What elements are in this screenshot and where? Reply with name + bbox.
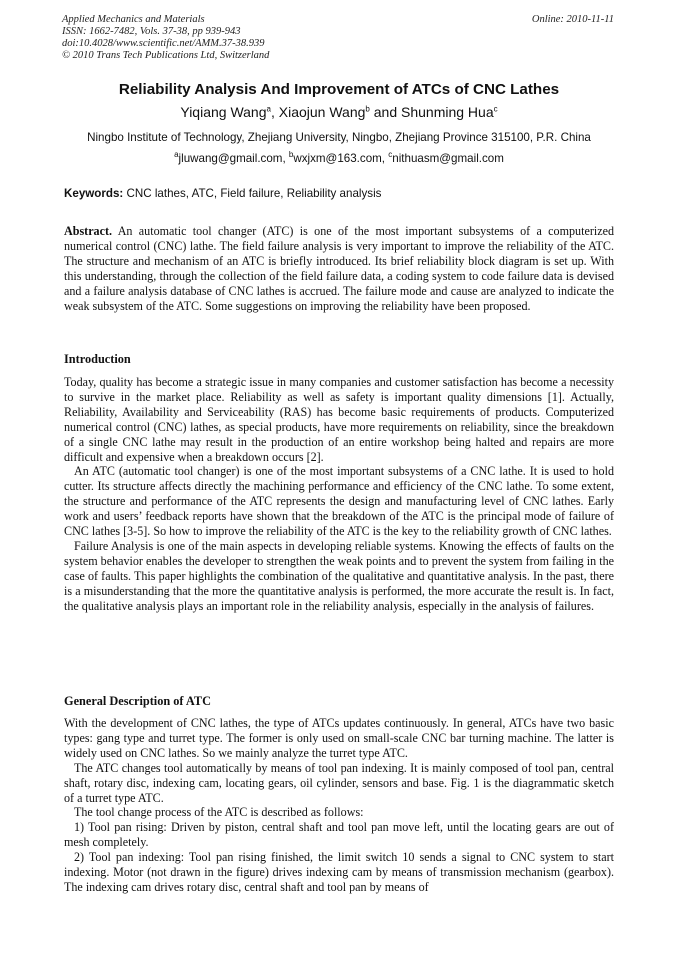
email-mark: a — [174, 150, 179, 160]
author-name: Xiaojun Wang — [278, 104, 366, 120]
author-name: Shunming Hua — [401, 104, 494, 120]
author-emails — [0, 152, 678, 165]
keywords-text: CNC lathes, ATC, Field failure, Reliability analysis — [123, 187, 382, 200]
online-date: Online: 2010-11-11 — [531, 14, 614, 25]
paragraph: Failure Analysis is one of the main aspects in developing reliable systems. Knowing the effects of faults on the system behavior enables the developer to strengthen the weak points and to prevent the system from failing in the case of faults. This paper highlights the combination of the qualitative and quantitative analysis. In the past, there is a misunderstanding that the more the quantitative analysis is performed, the more accurate the result is. In fact, the qualitative analysis plays an important role in the reliability analysis, especially in the analysis of failures. — [64, 538, 614, 613]
section-heading-general-description: General Description of ATC — [64, 694, 211, 708]
abstract-label: Abstract. — [64, 224, 113, 238]
doi-line: doi:10.4028/www.scientific.net/AMM.37-38.939 — [62, 38, 265, 49]
paragraph: Today, quality has become a strategic issue in many companies and customer satisfaction has become a necessity to survive in the market place. Reliability as well as safety is important quality dimensions [1]. Actually, Reliability, Availability and Serviceability (RAS) has become basic requirements of products. Computerized numerical control (CNC) lathes, as special products, have more requirements on reliability, since the breakdown of a single CNC lathe may result in the production of an entire workshop being halted and repairs are more difficult and expensive when a breakdown occurs [2]. — [64, 375, 614, 464]
general-description-section — [64, 716, 614, 895]
author-name: Yiqiang Wang — [180, 104, 267, 120]
paragraph: The ATC changes tool automatically by means of tool pan indexing. It is mainly composed of tool pan, central shaft, rotary disc, indexing cam, locating gears, oil cylinder, sensors and base. Fig. 1 is the diagrammatic sketch of a turret type ATC. — [64, 760, 614, 805]
author-affil-mark: c — [493, 104, 498, 114]
email-mark: c — [388, 150, 393, 160]
affiliation: Ningbo Institute of Technology, Zhejiang University, Ningbo, Zhejiang Province 315100, P.R. China — [87, 131, 591, 144]
author-affil-mark: a — [266, 104, 271, 114]
abstract — [64, 224, 614, 313]
journal-name: Applied Mechanics and Materials — [62, 14, 205, 25]
list-item: 1) Tool pan rising: Driven by piston, central shaft and tool pan move left, until the locating gears are out of mesh completely. — [64, 820, 614, 850]
copyright-line: © 2010 Trans Tech Publications Ltd, Switzerland — [62, 50, 270, 61]
keywords — [64, 187, 381, 200]
paragraph: The tool change process of the ATC is described as follows: — [74, 805, 364, 820]
email-mark: b — [288, 150, 294, 160]
author-separator: and — [369, 104, 401, 120]
author-list — [0, 104, 678, 120]
keywords-label: Keywords: — [64, 187, 124, 200]
paragraph: With the development of CNC lathes, the type of ATCs updates continuously. In general, ATCs have two basic types: gang type and turret type. The former is only used on small-scale CNC bar turning machine. The latter is widely used on CNC lathes. So we mainly analyze the turret type ATC. — [64, 716, 614, 760]
introduction-section — [64, 375, 614, 614]
author-affil-mark: b — [365, 104, 370, 114]
paper-title: Reliability Analysis And Improvement of ATCs of CNC Lathes — [118, 81, 560, 98]
abstract-text: An automatic tool changer (ATC) is one of the most important subsystems of a computerized numerical control (CNC) lathe. The field failure analysis is very important to improve the reliability of the ATC. The structure and mechanism of an ATC is briefly introduced. Its brief reliability block diagram is set up. With this understanding, through the collection of the field failure data, a coding system to code failure data is devised and a failure analysis database of CNC lathes is accrued. The failure mode and cause are analyzed to indicate the weak subsystem of the ATC. Some suggestions on improving the reliability have been proposed. — [64, 224, 614, 313]
issn-line: ISSN: 1662-7482, Vols. 37-38, pp 939-943 — [62, 26, 241, 37]
email-address: nithuasm@gmail.com — [392, 152, 504, 165]
journal-header — [62, 14, 269, 62]
email-address: jluwang@gmail.com, — [178, 152, 289, 165]
paragraph: An ATC (automatic tool changer) is one of the most important subsystems of a CNC lathe. It is used to hold cutter. Its structure affects directly the machining performance and efficiency of the CNC lathe. To some extent, the structure and performance of the ATC represents the design and manufacturing level of CNC lathes. Early work and users’ feedback reports have shown that the breakdown of the ATC is the principal mode of failure of CNC lathes [3-5]. So how to improve the reliability of the ATC is the key to the reliability growth of CNC lathes. — [64, 464, 614, 539]
email-address: wxjxm@163.com, — [293, 152, 389, 165]
list-item: 2) Tool pan indexing: Tool pan rising finished, the limit switch 10 sends a signal to CNC system to start indexing. Motor (not drawn in the figure) drives indexing cam by means of transmission mechanism (gearbox). The indexing cam drives rotary disc, central shaft and tool pan by means of — [64, 850, 614, 894]
section-heading-introduction: Introduction — [64, 352, 131, 366]
author-separator: , — [270, 104, 279, 120]
